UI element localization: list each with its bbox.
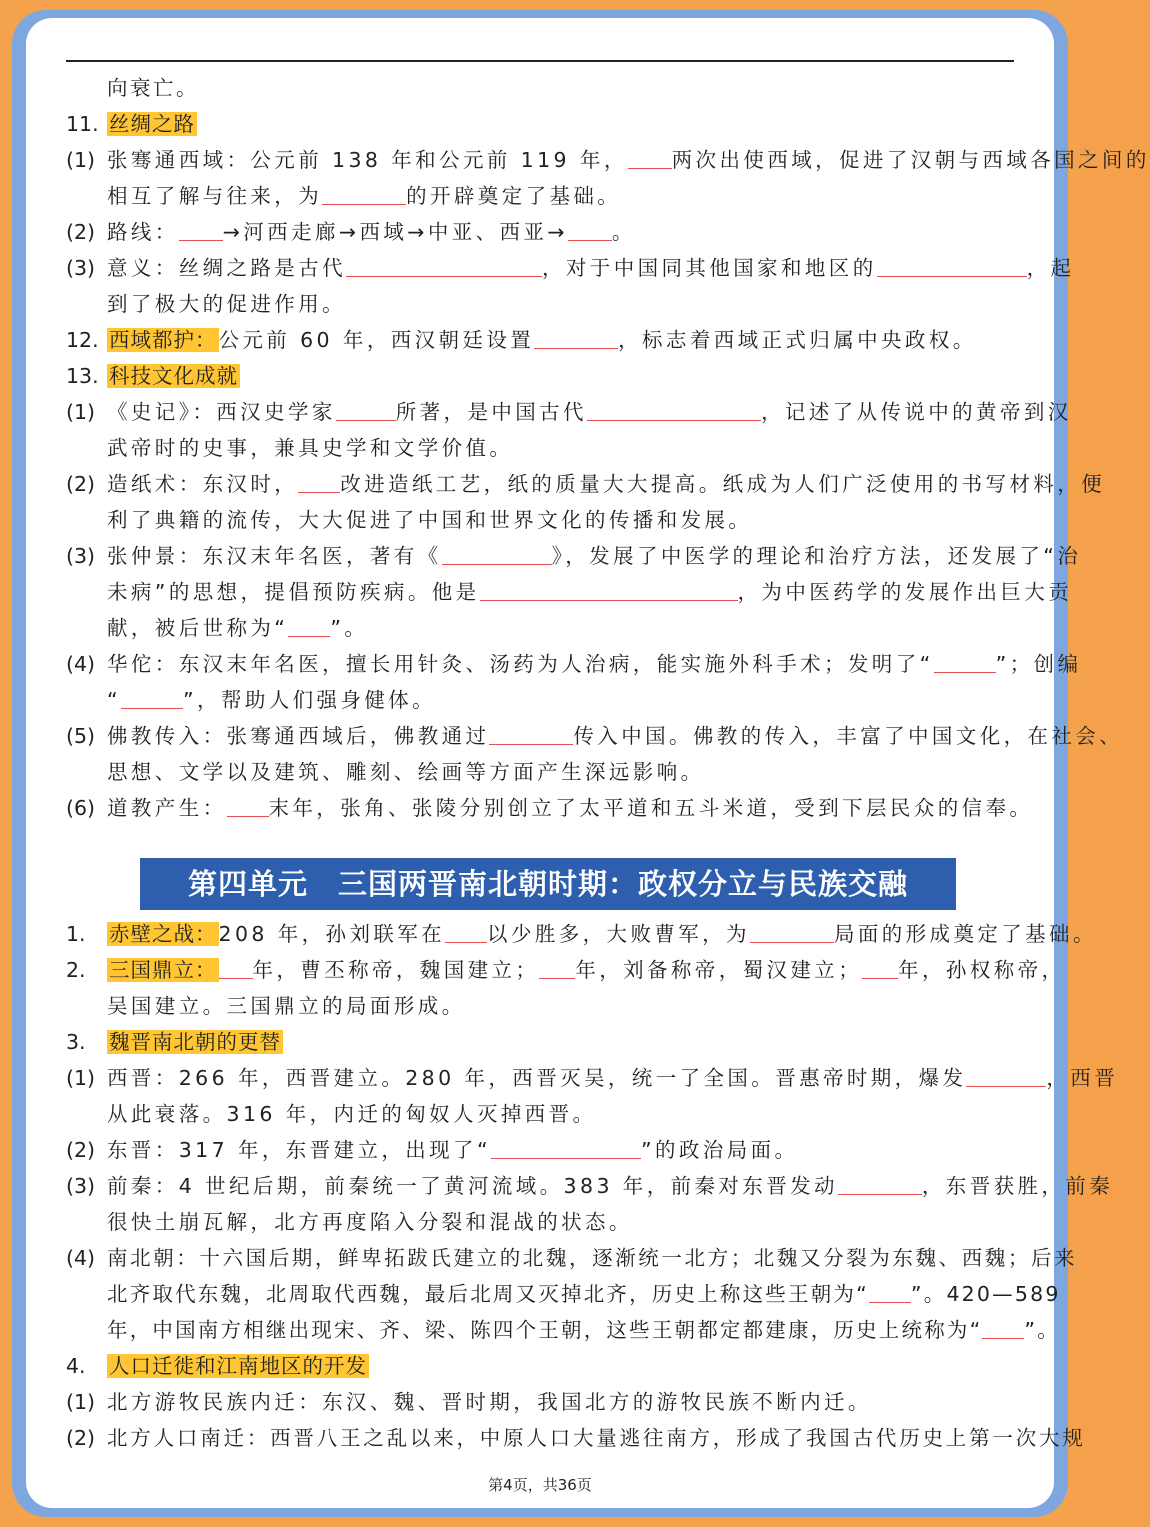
item-number: 4. <box>66 1354 86 1378</box>
item-number: (2) <box>66 220 96 244</box>
fill-blank[interactable] <box>445 920 487 943</box>
fill-blank[interactable] <box>288 614 330 637</box>
section-heading: 魏晋南北朝的更替 <box>109 1030 281 1054</box>
item-number: (1) <box>66 1066 96 1090</box>
fill-blank[interactable] <box>121 686 183 709</box>
item-number: 11. <box>66 112 99 136</box>
fill-blank[interactable] <box>587 398 761 421</box>
item-number: (1) <box>66 1390 96 1414</box>
fill-blank[interactable] <box>862 956 898 979</box>
fill-blank[interactable] <box>568 218 612 241</box>
fill-blank[interactable] <box>838 1172 922 1195</box>
item-number: (3) <box>66 256 96 280</box>
item-number: 13. <box>66 364 99 388</box>
fill-blank[interactable] <box>219 956 253 979</box>
section-heading: 丝绸之路 <box>109 112 195 136</box>
fill-blank[interactable] <box>336 398 396 421</box>
item-number: (3) <box>66 1174 96 1198</box>
item-number: 12. <box>66 328 99 352</box>
fill-blank[interactable] <box>298 470 340 493</box>
fill-blank[interactable] <box>491 1136 641 1159</box>
fill-blank[interactable] <box>489 722 573 745</box>
header-rule <box>66 60 1014 62</box>
item-number: (2) <box>66 472 96 496</box>
fill-blank[interactable] <box>869 1280 911 1303</box>
item-number: (1) <box>66 148 96 172</box>
fill-blank[interactable] <box>179 218 223 241</box>
fill-blank[interactable] <box>934 650 996 673</box>
unit-title: 第四单元 三国两晋南北朝时期：政权分立与民族交融 <box>140 858 956 910</box>
page-footer: 第4页，共36页 <box>488 1476 592 1494</box>
item-number: 2. <box>66 958 86 982</box>
fill-blank[interactable] <box>346 254 542 277</box>
section-heading: 人口迁徙和江南地区的开发 <box>109 1354 367 1378</box>
item-number: (3) <box>66 544 96 568</box>
section-heading: 科技文化成就 <box>109 364 238 388</box>
section-heading: 西域都护： <box>109 328 217 352</box>
section-heading: 三国鼎立： <box>109 958 217 982</box>
fill-blank[interactable] <box>750 920 834 943</box>
item-number: 1. <box>66 922 86 946</box>
fill-blank[interactable] <box>982 1316 1024 1339</box>
fill-blank[interactable] <box>442 542 552 565</box>
fill-blank[interactable] <box>539 956 575 979</box>
fill-blank[interactable] <box>227 794 269 817</box>
item-number: 3. <box>66 1030 86 1054</box>
fill-blank[interactable] <box>877 254 1027 277</box>
item-number: (2) <box>66 1426 96 1450</box>
item-number: (1) <box>66 400 96 424</box>
fill-blank[interactable] <box>534 326 618 349</box>
fill-blank[interactable] <box>628 146 672 169</box>
fill-blank[interactable] <box>966 1064 1046 1087</box>
item-number: (6) <box>66 796 96 820</box>
fill-blank[interactable] <box>322 182 406 205</box>
item-number: (5) <box>66 724 96 748</box>
fill-blank[interactable] <box>480 578 738 601</box>
section-heading: 赤壁之战： <box>109 922 217 946</box>
item-number: (4) <box>66 652 96 676</box>
item-number: (4) <box>66 1246 96 1270</box>
item-number: (2) <box>66 1138 96 1162</box>
